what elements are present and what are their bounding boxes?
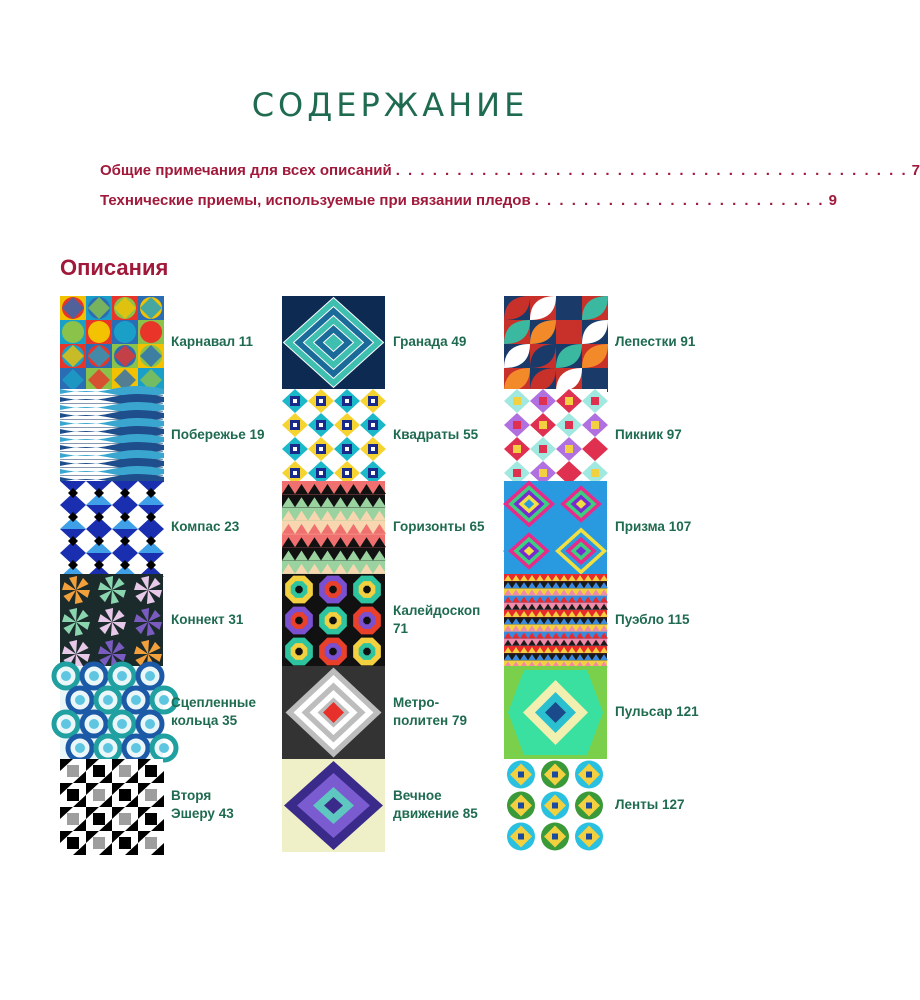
pattern-label-line: Сцепленные (171, 695, 256, 711)
pattern-swatch-image (282, 296, 385, 389)
pattern-swatch-image (60, 574, 163, 667)
pattern-swatch-image (282, 666, 385, 759)
toc-entry-page: 7 (911, 162, 920, 179)
pattern-label (393, 481, 511, 574)
pattern-label-line: Пульсар 121 (615, 704, 699, 720)
pattern-entry[interactable] (60, 389, 290, 482)
pattern-label-line: Побережье 19 (171, 426, 265, 442)
pattern-swatch-svg (282, 296, 385, 389)
pattern-entry[interactable] (60, 296, 290, 389)
page-title: СОДЕРЖАНИЕ (251, 86, 529, 124)
pattern-swatch-svg (282, 574, 385, 667)
pattern-label (393, 666, 511, 759)
pattern-label-line: движение 85 (393, 805, 478, 821)
toc-leader-dots: . . . . . . . . . . . . . . . . . . . . . . . . (534, 192, 825, 209)
pattern-swatch-svg (282, 481, 385, 574)
pattern-swatch-image (282, 481, 385, 574)
pattern-swatch-image (282, 389, 385, 482)
pattern-swatch-svg (504, 481, 607, 574)
pattern-entry[interactable] (504, 481, 734, 574)
pattern-swatch-image (504, 574, 607, 667)
pattern-entry[interactable] (60, 574, 290, 667)
toc-entry-page: 9 (828, 192, 837, 209)
pattern-swatch-svg (504, 759, 607, 852)
pattern-entry[interactable] (60, 666, 290, 759)
pattern-label-line: Калейдоскоп (393, 602, 481, 618)
pattern-label (171, 759, 289, 852)
pattern-label (171, 666, 289, 759)
pattern-entry[interactable] (282, 296, 512, 389)
pattern-swatch-image (282, 759, 385, 852)
section-heading: Описания (60, 255, 169, 280)
pattern-swatch-svg (504, 296, 607, 389)
pattern-swatch-image (504, 389, 607, 482)
pattern-swatch-svg (504, 666, 607, 759)
pattern-label (171, 296, 289, 389)
pattern-column-2 (282, 296, 512, 851)
pattern-entry[interactable] (504, 759, 734, 852)
pattern-label-line: Лепестки 91 (615, 334, 696, 350)
pattern-label-line: кольца 35 (171, 713, 238, 729)
pattern-label (615, 574, 733, 667)
pattern-label-line: Эшеру 43 (171, 805, 234, 821)
pattern-swatch-image (504, 296, 607, 389)
pattern-label-line: Призма 107 (615, 519, 692, 535)
pattern-swatch-image (60, 481, 163, 574)
pattern-swatch-svg (282, 666, 385, 759)
pattern-swatch-image (504, 759, 607, 852)
pattern-label-line: Коннект 31 (171, 611, 244, 627)
pattern-swatch-svg (504, 389, 607, 482)
toc-entry-text: Общие примечания для всех описаний (100, 162, 392, 179)
pattern-label (393, 389, 511, 482)
pattern-swatch-image (60, 296, 163, 389)
pattern-entry[interactable] (282, 666, 512, 759)
pattern-swatch-image (60, 389, 163, 482)
pattern-swatch-image (60, 666, 163, 759)
pattern-entry[interactable] (282, 574, 512, 667)
pattern-swatch-image (504, 481, 607, 574)
pattern-label (171, 574, 289, 667)
pattern-entry[interactable] (504, 296, 734, 389)
pattern-swatch-image (60, 759, 163, 852)
pattern-column-1 (60, 296, 290, 851)
pattern-label-line: Пикник 97 (615, 426, 682, 442)
toc-entry-general-notes[interactable] (100, 162, 920, 184)
pattern-entry[interactable] (504, 574, 734, 667)
pattern-label (171, 481, 289, 574)
pattern-label-line: Пуэбло 115 (615, 611, 690, 627)
pattern-label-line: Гранада 49 (393, 334, 467, 350)
pattern-swatch-svg (282, 389, 385, 482)
pattern-entry[interactable] (504, 389, 734, 482)
pattern-label-line: Ленты 127 (615, 796, 685, 812)
pattern-swatch-image (504, 666, 607, 759)
pattern-label-line: Горизонты 65 (393, 519, 485, 535)
pattern-label (393, 574, 511, 667)
pattern-label (615, 296, 733, 389)
pattern-label (393, 296, 511, 389)
pattern-entry[interactable] (504, 666, 734, 759)
pattern-label-line: политен 79 (393, 713, 467, 729)
pattern-label (615, 481, 733, 574)
pattern-label-line: Метро- (393, 695, 440, 711)
pattern-entry[interactable] (60, 759, 290, 852)
pattern-label-line: Компас 23 (171, 519, 240, 535)
pattern-label-line: Карнавал 11 (171, 334, 254, 350)
pattern-entry[interactable] (282, 759, 512, 852)
pattern-label-line: Вечное (393, 787, 442, 803)
pattern-label (393, 759, 511, 852)
pattern-swatch-svg (60, 296, 163, 389)
toc-entry-text: Технические приемы, используемые при вязании пледов (100, 192, 531, 209)
pattern-swatch-svg (282, 759, 385, 852)
pattern-entry[interactable] (282, 389, 512, 482)
toc-leader-dots: . . . . . . . . . . . . . . . . . . . . . . . . . . . . . . . . . . . . . . . . . . (395, 162, 908, 179)
pattern-entry[interactable] (60, 481, 290, 574)
pattern-swatch-svg (60, 481, 163, 574)
pattern-label-line: Вторя (171, 787, 212, 803)
pattern-label (615, 759, 733, 852)
pattern-entry[interactable] (282, 481, 512, 574)
pattern-swatch-image (282, 574, 385, 667)
pattern-label (171, 389, 289, 482)
pattern-swatch-svg (60, 389, 163, 482)
pattern-column-3 (504, 296, 734, 851)
pattern-swatch-svg (60, 574, 163, 667)
pattern-label-line: 71 (393, 620, 409, 636)
pattern-label (615, 666, 733, 759)
pattern-swatch-svg (60, 666, 163, 759)
toc-entry-techniques[interactable] (100, 192, 837, 214)
pattern-label-line: Квадраты 55 (393, 426, 479, 442)
pattern-swatch-svg (504, 574, 607, 667)
pattern-label (615, 389, 733, 482)
pattern-swatch-svg (60, 759, 163, 852)
